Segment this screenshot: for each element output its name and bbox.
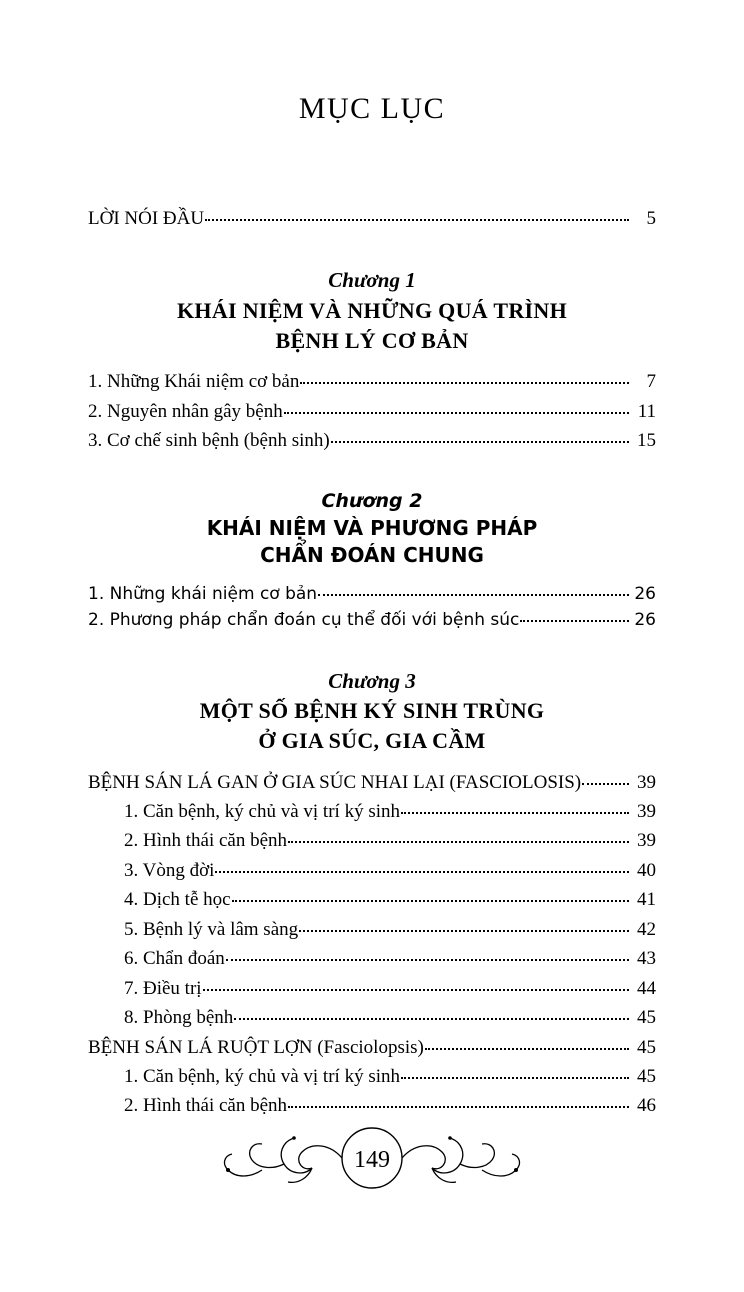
toc-entry-label: 6. Chẩn đoán: [124, 948, 225, 970]
chapter-name-line-2: BỆNH LÝ CƠ BẢN: [275, 327, 469, 353]
toc-entry[interactable]: [88, 1033, 656, 1062]
toc-entry-page: 39: [637, 801, 656, 823]
page-footer: [0, 1126, 744, 1196]
dot-leader: [226, 959, 629, 961]
dot-leader: [234, 1018, 629, 1020]
toc-entry-page: 45: [637, 1036, 656, 1058]
toc-entry[interactable]: [124, 1091, 656, 1120]
toc-entry-page: 39: [637, 771, 656, 793]
toc-entry[interactable]: [88, 367, 656, 396]
toc-entry-page: 40: [637, 859, 656, 881]
toc-entry-label: 5. Bệnh lý và lâm sàng: [124, 918, 299, 940]
chapter-name-line-1: KHÁI NIỆM VÀ PHƯƠNG PHÁP: [206, 516, 538, 541]
toc-entry-page: 44: [637, 977, 656, 999]
chapter-heading-1: [88, 265, 656, 355]
dot-leader: [205, 219, 629, 221]
toc-entry[interactable]: [124, 885, 656, 914]
chapter-heading-2: [88, 488, 656, 570]
toc-entry[interactable]: [88, 397, 656, 426]
toc-entry-page: 45: [637, 1007, 656, 1029]
toc-entry-page: 26: [634, 610, 656, 631]
page-title: MỤC LỤC: [298, 92, 446, 125]
chapter-name-line-2: Ở GIA SÚC, GIA CẦM: [258, 727, 486, 753]
toc-entry[interactable]: [124, 826, 656, 855]
toc-entry[interactable]: [124, 1003, 656, 1032]
toc-entry-preface[interactable]: [88, 204, 656, 233]
toc-entry[interactable]: [124, 974, 656, 1003]
toc-entry-label: 2. Nguyên nhân gây bệnh: [88, 400, 283, 422]
toc-entry-label: 3. Cơ chế sinh bệnh (bệnh sinh): [88, 430, 330, 452]
toc-entry-page: 5: [646, 208, 656, 229]
dot-leader: [425, 1048, 629, 1050]
chapter-name-line-2: CHẨN ĐOÁN CHUNG: [260, 543, 484, 568]
toc-entry-page: 45: [637, 1065, 656, 1087]
toc-entry-page: 42: [637, 918, 656, 940]
toc-entry-page: 15: [637, 430, 656, 452]
toc-entry-label: 1. Căn bệnh, ký chủ và vị trí ký sinh: [124, 801, 400, 823]
dot-leader: [331, 441, 629, 443]
dot-leader: [299, 930, 629, 932]
dot-leader: [318, 594, 629, 596]
dot-leader: [520, 620, 629, 622]
dot-leader: [284, 412, 629, 414]
chapter-name-line-1: KHÁI NIỆM VÀ NHỮNG QUÁ TRÌNH: [177, 297, 567, 323]
dot-leader: [300, 382, 629, 384]
toc-entry-label: 1. Căn bệnh, ký chủ và vị trí ký sinh: [124, 1065, 400, 1087]
dot-leader: [232, 900, 629, 902]
chapter-name-line-1: MỘT SỐ BỆNH KÝ SINH TRÙNG: [199, 698, 545, 724]
chapter-3-entries: [88, 768, 656, 1121]
toc-entry-page: 7: [646, 371, 656, 393]
toc-entry-page: 26: [634, 584, 656, 605]
dot-leader: [582, 783, 629, 785]
dot-leader: [203, 989, 629, 991]
chapter-number: Chương 1: [328, 268, 416, 293]
chapter-number: Chương 3: [328, 668, 416, 693]
toc-entry[interactable]: [88, 581, 656, 607]
toc-entry[interactable]: [88, 607, 656, 633]
chapter-number: Chương 2: [321, 489, 423, 512]
chapter-1-entries: [88, 367, 656, 455]
toc-entry[interactable]: [88, 426, 656, 455]
toc-entry-label: LỜI NÓI ĐẦU: [88, 208, 205, 229]
toc-entry-label: 2. Phương pháp chẩn đoán cụ thể đối với bệnh súc: [88, 610, 520, 631]
dot-leader: [288, 841, 629, 843]
toc-entry[interactable]: [124, 1062, 656, 1091]
toc-entry-page: 43: [637, 948, 656, 970]
toc-entry-label: 2. Hình thái căn bệnh: [124, 830, 288, 852]
toc-entry[interactable]: [124, 944, 656, 973]
dot-leader: [288, 1106, 629, 1108]
toc-entry-page: 11: [637, 400, 656, 422]
toc-entry-label: 1. Những khái niệm cơ bản: [88, 584, 318, 605]
chapter-2-entries: [88, 581, 656, 634]
toc-entry-label: 4. Dịch tễ học: [124, 889, 231, 911]
toc-entry-label: 1. Những Khái niệm cơ bản: [88, 371, 300, 393]
toc-entry-label: BỆNH SÁN LÁ GAN Ở GIA SÚC NHAI LẠI (FASCIOLOSIS): [88, 771, 582, 793]
toc-entry[interactable]: [124, 856, 656, 885]
dot-leader: [215, 871, 629, 873]
toc-entry-page: 39: [637, 830, 656, 852]
toc-entry[interactable]: [124, 797, 656, 826]
toc-entry[interactable]: [88, 768, 656, 797]
toc-entry[interactable]: [124, 915, 656, 944]
toc-entry-label: 8. Phòng bệnh: [124, 1007, 234, 1029]
toc-entry-page: 41: [637, 889, 656, 911]
toc-entry-label: 2. Hình thái căn bệnh: [124, 1095, 288, 1117]
chapter-heading-3: [88, 666, 656, 756]
page-number: 149: [354, 1147, 390, 1173]
toc-entry-label: 3. Vòng đời: [124, 859, 215, 881]
toc-entry-label: BỆNH SÁN LÁ RUỘT LỢN (Fasciolopsis): [88, 1036, 424, 1058]
dot-leader: [401, 1077, 629, 1079]
dot-leader: [401, 812, 629, 814]
toc-entry-page: 46: [637, 1095, 656, 1117]
toc-entry-label: 7. Điều trị: [124, 977, 202, 999]
